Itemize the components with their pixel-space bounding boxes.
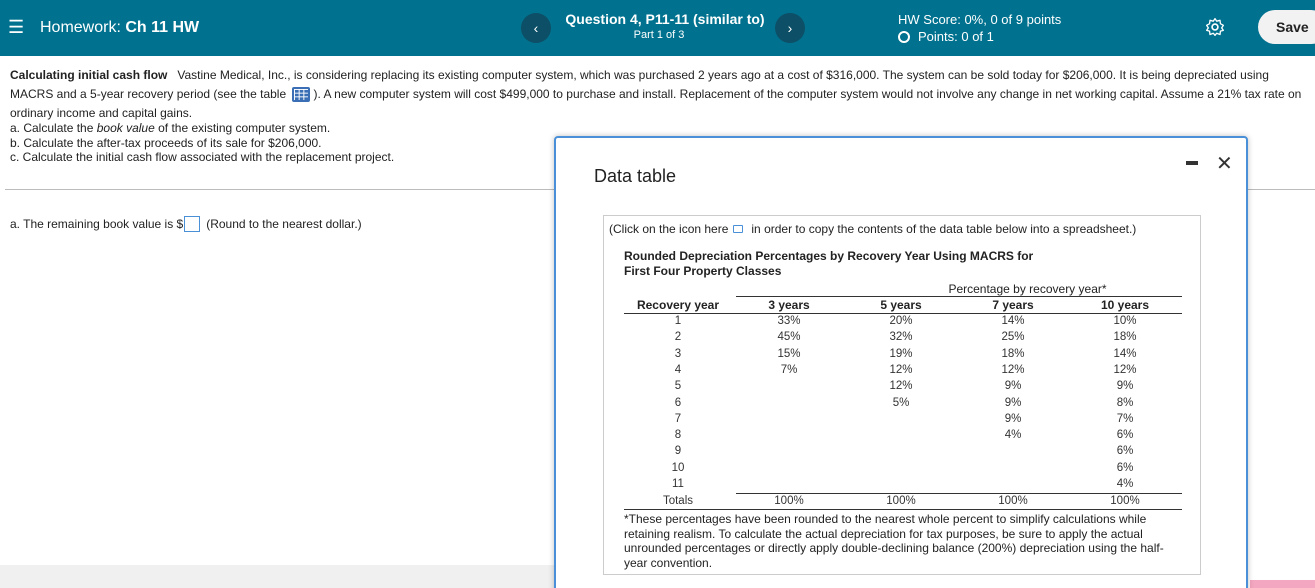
cell-10-years: 4% <box>1116 478 1134 490</box>
points-status <box>898 29 994 44</box>
cell-5-years: 12% <box>889 380 913 393</box>
data-table-panel <box>603 215 1201 575</box>
part-c: c. Calculate the initial cash flow associated with the replacement project. <box>10 150 395 164</box>
cell-3-years: 45% <box>777 331 801 344</box>
cell-7-years: 4% <box>1004 429 1022 442</box>
modal-title: Data table <box>594 166 677 186</box>
cell-7-years: 12% <box>1001 363 1025 376</box>
cell-5-years: 32% <box>889 331 913 344</box>
table-title-line-1: Rounded Depreciation Percentages by Recovery Year Using MACRS for <box>624 249 1034 263</box>
hw-score: HW Score: 0%, 0 of 9 points <box>898 12 1062 27</box>
copy-note-prefix: (Click on the icon here <box>609 222 729 236</box>
problem-text-1: Vastine Medical, Inc., is considering replacing its existing computer system, which was purchased 2 years ago at a cost of $316,000. The system can be sold today for $206,000. It is being depreciated using MACRS and a 5-year recovery period (see the table <box>10 68 1269 101</box>
chevron-right-icon: › <box>787 20 793 36</box>
next-question-button[interactable] <box>775 13 805 43</box>
totals-label: Totals <box>662 495 694 507</box>
incomplete-circle-icon <box>898 31 910 43</box>
copy-note <box>609 222 1136 236</box>
cell-7-years: 9% <box>1004 412 1022 425</box>
percentage-header-rule <box>736 296 1182 297</box>
cell-recovery-year: 6 <box>674 396 682 409</box>
table-footnote: *These percentages have been rounded to the nearest whole percent to simplify calculations while retaining realism. To calculate the actual depreciation for tax purposes, be sure to apply the actual unrounded percentages or directly apply double-declining balance (200%) depreciation using the half-year convention. <box>624 512 1164 570</box>
percentage-header: Percentage by recovery year* <box>948 282 1107 296</box>
totals-rule-bottom <box>624 509 1182 510</box>
problem-heading: Calculating initial cash flow <box>10 68 168 82</box>
cell-7-years: 18% <box>1001 347 1025 360</box>
part-b: b. Calculate the after-tax proceeds of its sale for $206,000. <box>10 135 322 150</box>
cell-recovery-year: 1 <box>674 315 682 327</box>
points-text: Points: 0 of 1 <box>918 29 994 44</box>
part-a-suffix: of the existing computer system. <box>158 121 331 135</box>
cell-7-years: 25% <box>1001 331 1025 344</box>
cell-10-years: 6% <box>1116 461 1134 474</box>
homework-name: Ch 11 HW <box>125 19 200 36</box>
column-header-recovery-year: Recovery year <box>636 298 720 312</box>
top-bar <box>0 0 1315 56</box>
column-header-3-years: 3 years <box>768 298 810 312</box>
column-header-rule <box>624 313 1182 314</box>
cell-3-years: 7% <box>780 363 798 376</box>
cell-5-years: 12% <box>889 363 913 376</box>
previous-question-button[interactable] <box>521 13 551 43</box>
column-header-10-years: 10 years <box>1100 298 1150 312</box>
cell-10-years: 7% <box>1116 412 1134 425</box>
totals-7-years: 100% <box>998 495 1028 507</box>
answer-row <box>10 216 362 232</box>
cell-7-years: 9% <box>1004 380 1022 393</box>
minimize-icon[interactable] <box>1186 161 1198 165</box>
totals-5-years: 100% <box>886 495 916 507</box>
totals-3-years: 100% <box>774 495 804 507</box>
cell-recovery-year: 11 <box>672 478 684 490</box>
cell-10-years: 6% <box>1116 429 1134 442</box>
cell-10-years: 8% <box>1116 396 1134 409</box>
question-title: Question 4, P11-11 (similar to) <box>565 11 765 27</box>
bottom-bar <box>0 565 560 588</box>
copy-note-suffix: in order to copy the contents of the data table below into a spreadsheet.) <box>751 222 1137 236</box>
cell-7-years: 9% <box>1004 396 1022 409</box>
cell-10-years: 14% <box>1113 347 1137 360</box>
save-button[interactable]: Save <box>1258 10 1315 44</box>
column-header-5-years: 5 years <box>880 298 922 312</box>
data-table-icon[interactable] <box>292 87 310 102</box>
column-header-7-years: 7 years <box>992 298 1034 312</box>
cell-10-years: 6% <box>1116 445 1134 458</box>
question-part: Part 1 of 3 <box>633 29 685 41</box>
cell-recovery-year: 4 <box>674 363 682 376</box>
gear-icon[interactable] <box>1205 17 1225 37</box>
answer-note: (Round to the nearest dollar.) <box>206 217 362 231</box>
pink-strip <box>1250 580 1315 588</box>
hamburger-icon[interactable]: ☰ <box>8 17 25 37</box>
cell-recovery-year: 3 <box>674 347 682 360</box>
cell-recovery-year: 10 <box>671 461 685 474</box>
homework-label: Homework: <box>40 19 121 36</box>
part-a-emphasis: book value <box>96 121 155 135</box>
part-a-prefix: a. Calculate the <box>10 121 94 135</box>
book-value-input[interactable] <box>184 216 200 232</box>
cell-recovery-year: 9 <box>674 445 682 458</box>
problem-statement <box>10 66 1310 123</box>
cell-10-years: 18% <box>1113 331 1137 344</box>
totals-rule-top <box>736 493 1182 494</box>
cell-10-years: 10% <box>1113 315 1137 327</box>
cell-7-years: 14% <box>1001 315 1025 327</box>
cell-recovery-year: 7 <box>674 412 682 425</box>
cell-3-years: 33% <box>777 315 801 327</box>
cell-recovery-year: 8 <box>674 429 682 442</box>
cell-3-years: 15% <box>777 347 801 360</box>
part-a <box>10 121 394 136</box>
copy-icon[interactable] <box>733 225 743 233</box>
close-icon[interactable]: ✕ <box>1216 153 1233 175</box>
cell-5-years: 5% <box>892 396 910 409</box>
answer-prefix: a. The remaining book value is $ <box>10 217 184 231</box>
cell-recovery-year: 2 <box>674 331 682 344</box>
question-parts <box>10 121 394 165</box>
problem-text-2: ). A new computer system will cost $499,000 to purchase and install. Replacement of the computer system would not involve any change in net working capital. Assume a 21% tax rate on ordinary income and capital gains. <box>10 87 1302 120</box>
cell-10-years: 9% <box>1116 380 1134 393</box>
chevron-left-icon: ‹ <box>533 20 539 36</box>
cell-5-years: 20% <box>889 315 913 327</box>
homework-title[interactable] <box>40 19 199 37</box>
cell-10-years: 12% <box>1113 363 1137 376</box>
cell-5-years: 19% <box>889 347 913 360</box>
table-title-line-2: First Four Property Classes <box>624 263 782 278</box>
totals-10-years: 100% <box>1110 495 1140 507</box>
cell-recovery-year: 5 <box>674 380 682 393</box>
table-title <box>624 249 1033 278</box>
data-table-modal <box>554 136 1248 588</box>
